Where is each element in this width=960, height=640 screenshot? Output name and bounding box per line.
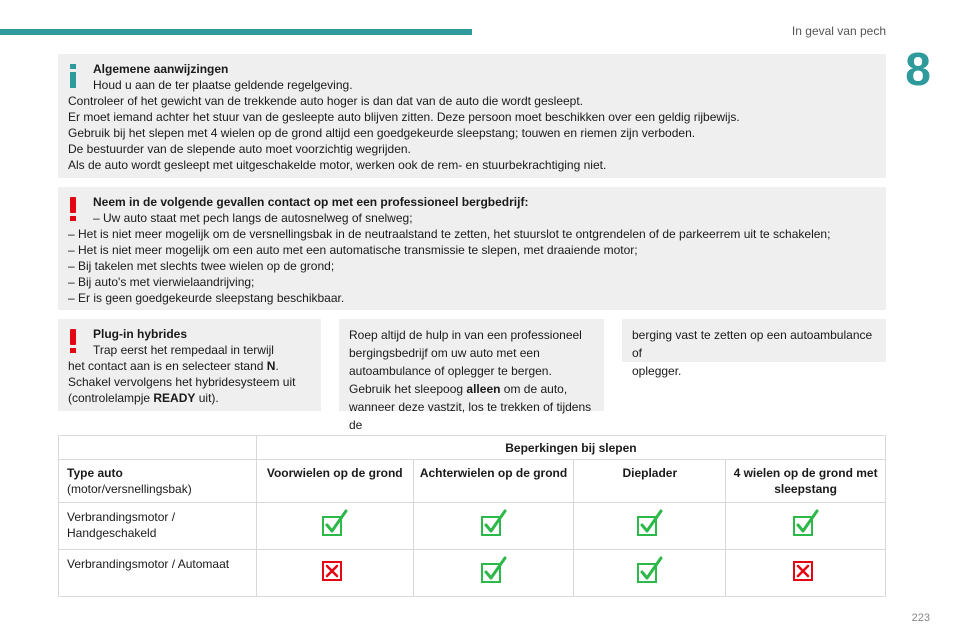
warning-icon	[68, 329, 78, 353]
cross-icon	[321, 556, 349, 584]
status-cell	[726, 503, 886, 550]
status-cell	[726, 550, 886, 597]
note-line: Gebruik bij het slepen met 4 wielen op de grond altijd een goedgekeurde sleepstang; touwen en riemen zijn verboden.	[68, 126, 696, 140]
column-header: Voorwielen op de grond	[256, 460, 413, 503]
column-header: Dieplader	[574, 460, 726, 503]
info-icon	[68, 64, 78, 88]
table-title: Beperkingen bij slepen	[256, 436, 885, 460]
column-header: 4 wielen op de grond met sleepstang	[726, 460, 886, 503]
page-number: 223	[911, 612, 930, 624]
column-header: Achterwielen op de grond	[413, 460, 574, 503]
check-icon	[480, 556, 508, 584]
status-cell	[574, 503, 726, 550]
row-label: Verbrandingsmotor / Handgeschakeld	[59, 503, 257, 550]
note-line: Schakel vervolgens het hybridesysteem uit	[68, 375, 296, 389]
general-instructions-note	[58, 54, 886, 178]
note-line: – Het is niet meer mogelijk om de versnellingsbak in de neutraalstand te zetten, het stuurslot te ontgrendelen of de parkeerrem uit te schakelen;	[68, 227, 831, 241]
chapter-number: 8	[905, 43, 931, 95]
note-line: De bestuurder van de slepende auto moet voorzichtig wegrijden.	[68, 142, 411, 156]
note-line: bergingsbedrijf om uw auto met een	[349, 346, 540, 360]
table-row	[59, 503, 886, 550]
note-title: Plug-in hybrides	[93, 327, 188, 341]
note-line: berging vast te zetten op een autoambulance of	[632, 328, 873, 360]
note-line: – Bij auto's met vierwielaandrijving;	[68, 275, 255, 289]
check-icon	[480, 509, 508, 537]
status-cell	[256, 503, 413, 550]
type-sublabel: (motor/versnellingsbak)	[67, 482, 192, 496]
plugin-hybrid-warning-continued	[339, 319, 604, 432]
note-line: Er moet iemand achter het stuur van de gesleepte auto blijven zitten. Deze persoon moet beschikken over een geldig rijbewijs.	[68, 110, 740, 124]
chapter-color-bar	[0, 29, 472, 35]
type-header	[59, 460, 257, 503]
plugin-hybrid-warning	[58, 319, 321, 411]
note-line: wanneer deze vastzit, los te trekken of tijdens de	[349, 400, 592, 432]
note-line: Trap eerst het rempedaal in terwijl	[93, 343, 274, 357]
note-line: autoambulance of oplegger te bergen.	[349, 364, 552, 378]
note-line: Houd u aan de ter plaatse geldende regelgeving.	[93, 78, 353, 92]
status-cell	[413, 503, 574, 550]
plugin-hybrid-warning-end	[622, 319, 886, 378]
note-line: Gebruik het sleepoog alleen om de auto,	[349, 382, 568, 396]
note-title: Neem in de volgende gevallen contact op met een professioneel bergbedrijf:	[93, 195, 529, 209]
professional-help-warning	[58, 187, 886, 310]
note-line: – Uw auto staat met pech langs de autosnelweg of snelweg;	[93, 211, 413, 225]
towing-restrictions-table	[58, 435, 886, 597]
table-row	[59, 550, 886, 597]
note-line: – Het is niet meer mogelijk om een auto met een automatische transmissie te slepen, met draaiende motor;	[68, 243, 638, 257]
type-label: Type auto	[67, 466, 123, 480]
note-line: Roep altijd de hulp in van een professioneel	[349, 328, 582, 342]
status-cell	[574, 550, 726, 597]
status-cell	[256, 550, 413, 597]
check-icon	[636, 556, 664, 584]
check-icon	[792, 509, 820, 537]
note-line: (controlelampje READY uit).	[68, 391, 219, 405]
row-label: Verbrandingsmotor / Automaat	[59, 550, 257, 597]
note-line: – Er is geen goedgekeurde sleepstang beschikbaar.	[68, 291, 345, 305]
section-title: In geval van pech	[791, 24, 886, 38]
note-line: – Bij takelen met slechts twee wielen op de grond;	[68, 259, 335, 273]
check-icon	[321, 509, 349, 537]
table-corner-cell	[59, 436, 257, 460]
note-line: Als de auto wordt gesleept met uitgeschakelde motor, werken ook de rem- en stuurbekrachtiging niet.	[68, 158, 607, 172]
warning-icon	[68, 197, 78, 221]
note-line: Controleer of het gewicht van de trekkende auto hoger is dan dat van de auto die wordt gesleept.	[68, 94, 584, 108]
status-cell	[413, 550, 574, 597]
cross-icon	[792, 556, 820, 584]
note-title: Algemene aanwijzingen	[93, 62, 229, 76]
check-icon	[636, 509, 664, 537]
note-line: het contact aan is en selecteer stand N.	[68, 359, 279, 373]
note-line: oplegger.	[632, 364, 682, 378]
